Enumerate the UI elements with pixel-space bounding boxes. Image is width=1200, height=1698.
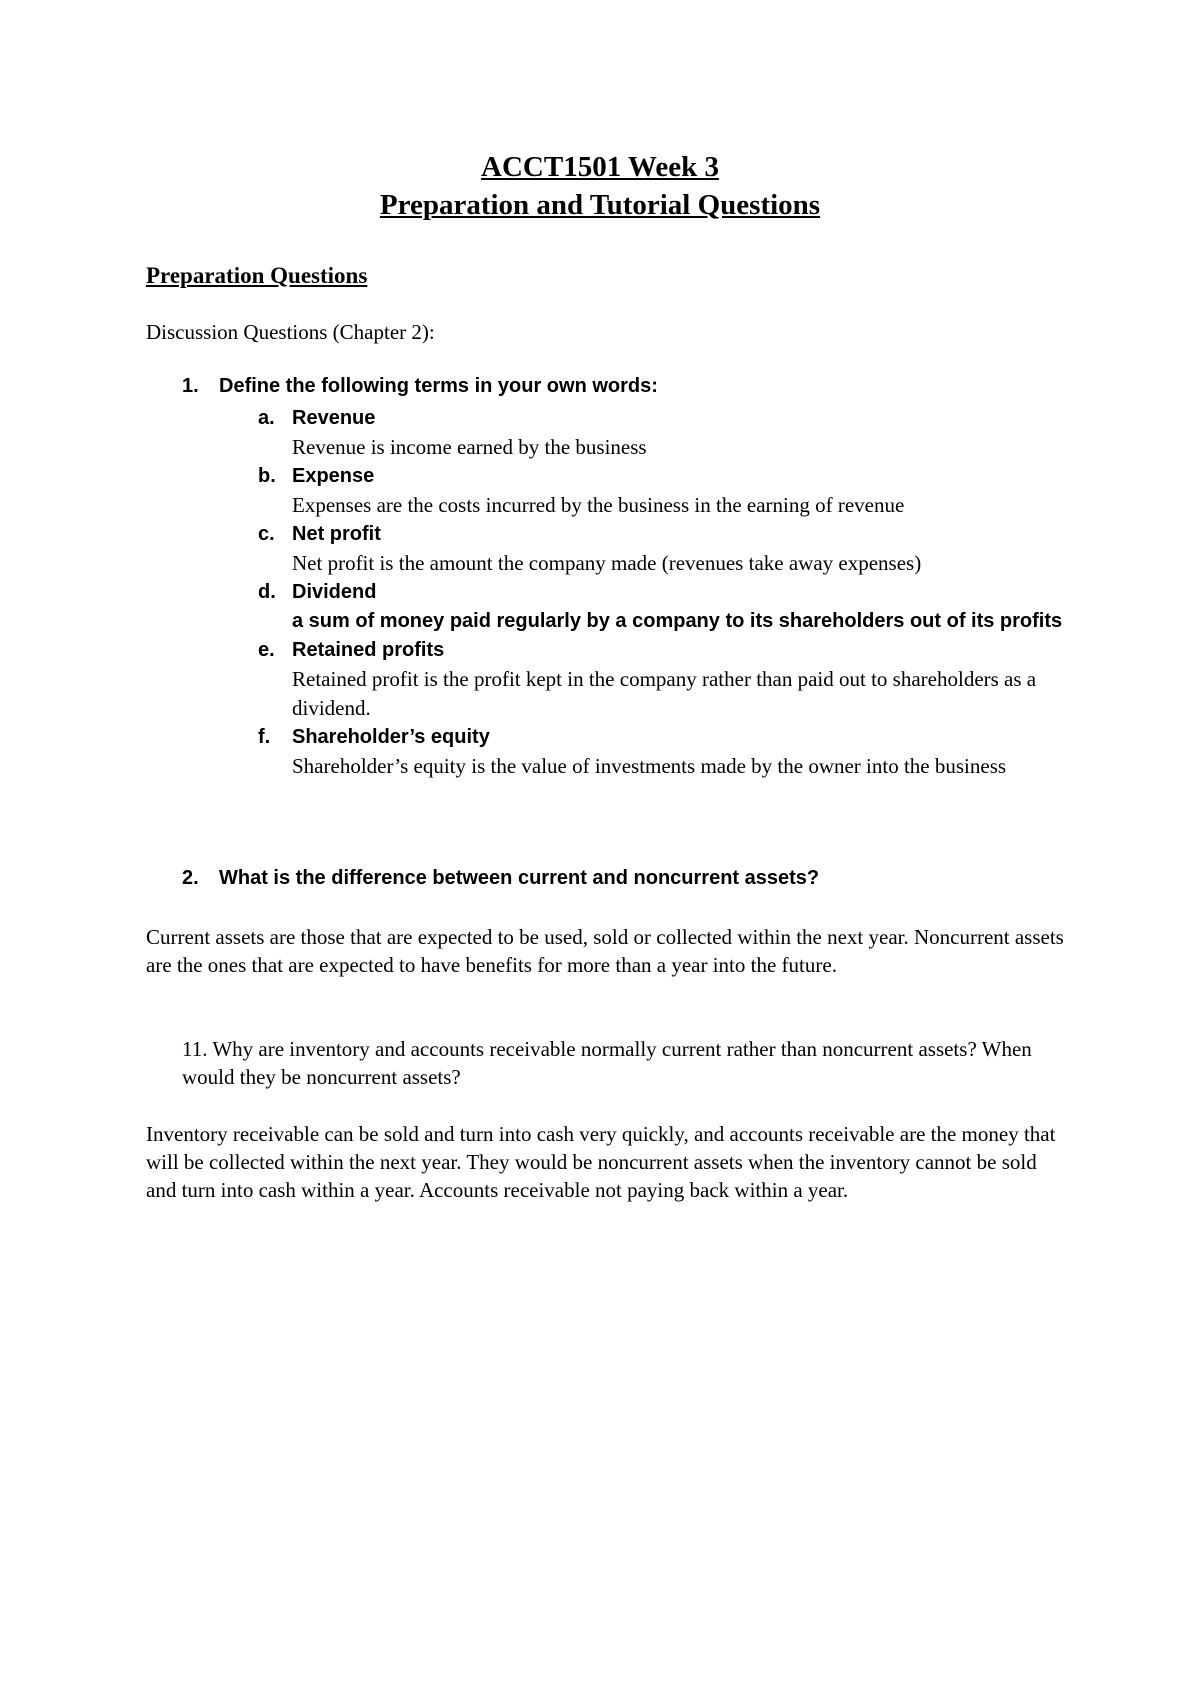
term-definition: Expenses are the costs incurred by the business in the earning of revenue — [292, 493, 905, 517]
term-letter: a. — [258, 407, 275, 429]
term-item — [258, 578, 1088, 636]
term-item — [258, 462, 1088, 520]
term-name: Dividend — [292, 581, 377, 603]
question-2-text: What is the difference between current and noncurrent assets? — [219, 867, 820, 889]
title-line-course: ACCT1501 Week 3 — [481, 151, 719, 183]
term-definition: Retained profit is the profit kept in the company rather than paid out to shareholders as a dividend. — [292, 667, 1037, 720]
question-1-text: Define the following terms in your own words: — [219, 375, 658, 397]
term-definition: Revenue is income earned by the business — [292, 435, 647, 459]
term-name: Revenue — [292, 407, 376, 429]
term-definition: a sum of money paid regularly by a company to its shareholders out of its profits — [292, 610, 1063, 632]
intro-text: Discussion Questions (Chapter 2): — [146, 320, 435, 344]
question-11-answer: Inventory receivable can be sold and turn into cash very quickly, and accounts receivable are the money that will be collected within the next year. They would be noncurrent assets when the inventory cannot be sold and turn into cash within a year. Accounts receivable not paying back within a year. — [146, 1122, 1056, 1202]
section-heading: Preparation Questions — [146, 263, 368, 288]
question-2-answer: Current assets are those that are expected to be used, sold or collected within the next year. Noncurrent assets are the ones that are expected to have benefits for more than a year into the future. — [146, 925, 1064, 977]
term-name: Retained profits — [292, 639, 445, 661]
question-11-text: 11. Why are inventory and accounts receivable normally current rather than noncurrent assets? When would they be noncurrent assets? — [182, 1037, 1032, 1089]
term-item — [258, 636, 1088, 723]
term-name: Expense — [292, 465, 375, 487]
term-item — [258, 723, 1088, 781]
title-line-subtitle: Preparation and Tutorial Questions — [379, 189, 821, 221]
question-2-number: 2. — [182, 867, 199, 889]
term-letter: d. — [258, 581, 276, 603]
document-title — [0, 148, 1200, 224]
term-definition: Net profit is the amount the company made (revenues take away expenses) — [292, 551, 922, 575]
term-letter: b. — [258, 465, 276, 487]
term-letter: c. — [258, 523, 275, 545]
term-item — [258, 404, 1088, 462]
term-name: Shareholder’s equity — [292, 726, 490, 748]
term-letter: f. — [258, 726, 271, 748]
term-letter: e. — [258, 639, 275, 661]
term-item — [258, 520, 1088, 578]
term-list — [258, 404, 1088, 781]
question-1-number: 1. — [182, 375, 199, 397]
term-name: Net profit — [292, 523, 381, 545]
term-definition: Shareholder’s equity is the value of investments made by the owner into the business — [292, 754, 1007, 778]
